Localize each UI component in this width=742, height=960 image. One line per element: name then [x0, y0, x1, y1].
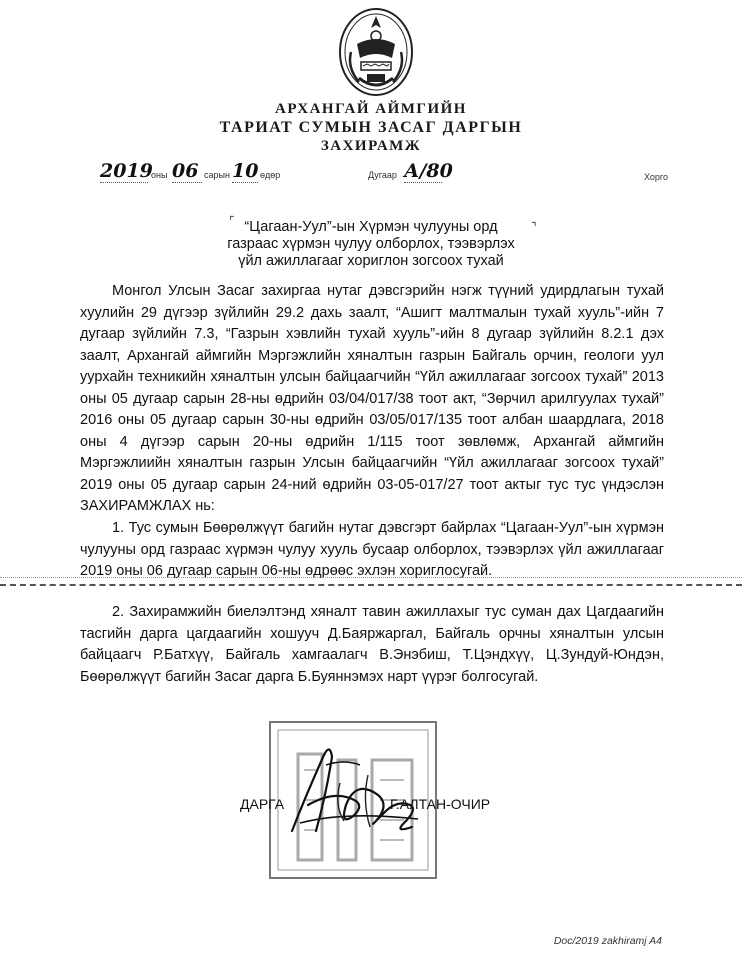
state-emblem-icon — [337, 6, 415, 98]
title-line-2: газраас хүрмэн чулуу олборлох, тээвэрлэх — [227, 236, 515, 252]
scan-fold-line — [0, 584, 742, 586]
number-label: Дугаар — [368, 170, 397, 180]
date-month-label: сарын — [204, 170, 230, 180]
date-day: 10 — [232, 160, 259, 182]
signatory-title: ДАРГА — [240, 796, 285, 812]
place-name: Хорго — [644, 172, 669, 182]
header-line-aimag: АРХАНГАЙ АЙМГИЙН — [275, 101, 467, 117]
header-line-governor: ТАРИАТ СУМЫН ЗАСАГ ДАРГЫН — [219, 119, 523, 136]
document-number: А/80 — [404, 160, 453, 182]
order-item-1: 1. Тус сумын Бөөрөлжүүт багийн нутаг дэвсгэрт байрлах “Цагаан-Уул”-ын хүрмэн чулууны орд газраас хүрмэн чулуу хууль бусаар олборлох, тээвэрлэх үйл ажиллагааг 2019 оны 06 дугаар сарын 06-ны өдрөөс эхлэн хориглосугай. — [80, 520, 664, 579]
signatory-name: Г.АЛТАН-ОЧИР — [390, 796, 491, 812]
handwritten-signature-icon — [286, 735, 426, 845]
title-bracket-right: ⌝ — [531, 220, 537, 234]
date-year: 2019 — [100, 160, 153, 182]
document-reference: Doc/2019 zakhiramj A4 — [553, 935, 662, 947]
date-day-label: өдөр — [260, 170, 281, 180]
title-bracket-left: ⌜ — [229, 214, 235, 228]
preamble-paragraph: Монгол Улсын Засаг захиргаа нутаг дэвсгэрийн нэгж түүний удирдлагын тухай хуулийн 29 дүгээр зүйлийн 29.2 дахь заалт, “Ашигт малтмалын тухай хууль”-ийн 7 дугаар зүйлийн 7.3, “Газрын хэвлийн тухай хууль”-ийн 8 дугаар зүйлийн 8.2.1 дэх заалт, Архангай аймгийн Мэргэжлийн хяналтын газрын Байгаль орчин, геологи уул уурхайн техникийн хяналтын улсын байцаагчийн “Үйл ажиллагааг зогсоох тухай” 2013 оны 05 дугаар сарын 28-ны өдрийн 03/04/017/38 тоот акт, “Зөрчил арилгуулах тухай” 2016 оны 05 дугаар сарын 30-ны өдрийн 03/05/017/135 тоот албан шаардлага, 2018 оны 4 дүгээр сарын 20-ны өдрийн 1/115 тоот зөвлөмж, Архангай аймгийн Мэргэжлиийн хяналтын газрын Улсын байцаагчийн “Үйл ажиллагааг зогсоох тухай” 2019 оны 05 дугаар сарын 24-ний өдрийн 03-05-017/27 тоот актыг тус тус үндэслэн ЗАХИРАМЖЛАХ нь: — [80, 283, 664, 514]
title-line-3: үйл ажиллагааг хориглон зогсоох тухай — [238, 253, 504, 269]
scan-fold-line-faint — [0, 577, 742, 578]
header-line-document-type: ЗАХИРАМЖ — [320, 138, 422, 154]
date-month: 06 — [172, 160, 202, 183]
order-item-2: 2. Захирамжийн биелэлтэнд хяналт тавин ажиллахыг тус суман дах Цагдаагийн тасгийн дарга цагдаагийн хошууч Д.Баяржаргал, Байгаль орчны хяналтын улсын байцаагч Р.Батхүү, Байгаль хамгаалагч В.Энэбиш, Т.Цэндхүү, Ц.Зундуй-Юндэн, Бөөрөлжүүт багийн Засаг дарга Б.Буяннэмэх нарт үүрэг болгосугай. — [80, 604, 664, 685]
date-year-label: оны — [151, 170, 168, 180]
title-line-1: “Цагаан-Уул”-ын Хүрмэн чулууны орд — [244, 219, 498, 235]
